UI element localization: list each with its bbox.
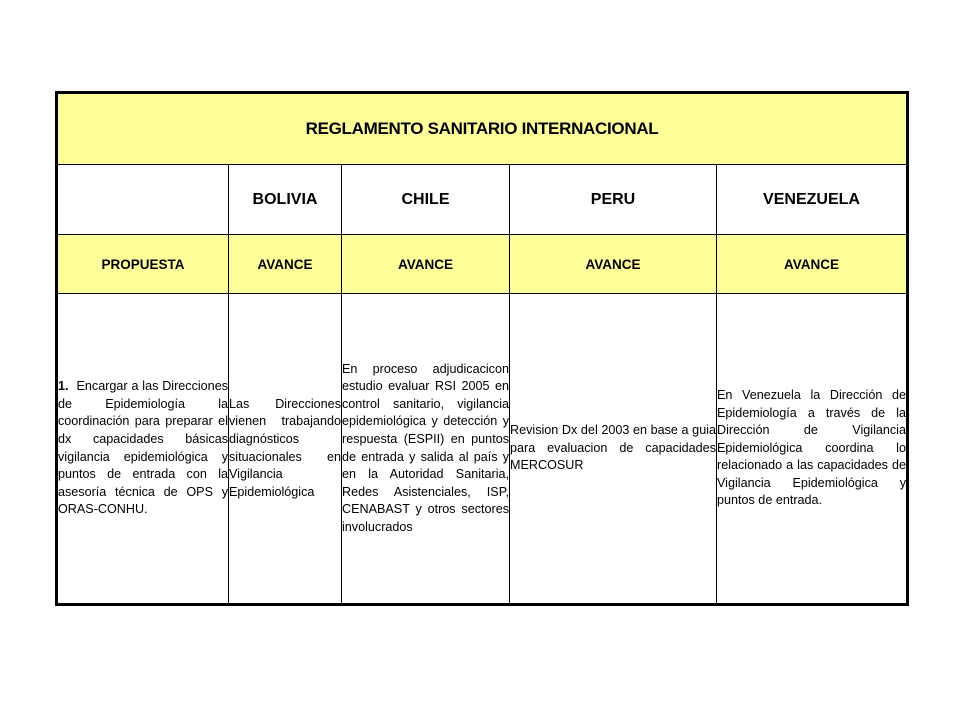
table-title: REGLAMENTO SANITARIO INTERNACIONAL — [57, 93, 908, 165]
header-peru: PERU — [510, 165, 717, 235]
proposal-number: 1. — [58, 379, 69, 394]
title-row — [57, 93, 908, 165]
proposal-cell — [57, 294, 229, 605]
proposal-text: Encargar a las Direcciones de Epidemiología la coordinación para preparar el dx capacidades básicas vigilancia epidemiológica y puntos de entrada con la asesoría técnica de OPS y ORAS-CONHU. — [58, 379, 228, 517]
progress-bolivia: Las Direcciones vienen trabajando diagnósticos situacionales en Vigilancia Epidemiológica — [229, 294, 342, 605]
progress-chile: En proceso adjudicacicon estudio evaluar RSI 2005 en control sanitario, vigilancia epidemiológica y detección y respuesta (ESPII) en puntos de entrada y salida al país y en la Autoridad Sanitaria, Redes Asistenciales, ISP, CENABAST y otros sectores involucrados — [342, 294, 510, 605]
label-row — [57, 235, 908, 294]
avance-label-chile: AVANCE — [342, 235, 510, 294]
header-venezuela: VENEZUELA — [717, 165, 908, 235]
header-chile: CHILE — [342, 165, 510, 235]
progress-venezuela: En Venezuela la Dirección de Epidemiología a través de la Dirección de Vigilancia Epidemiológica coordina lo relacionado a las capacidades de Vigilancia Epidemiológica y puntos de entrada. — [717, 294, 908, 605]
avance-label-peru: AVANCE — [510, 235, 717, 294]
progress-peru: Revision Dx del 2003 en base a guia para evaluacion de capacidades MERCOSUR — [510, 294, 717, 605]
country-header-row — [57, 165, 908, 235]
avance-label-venezuela: AVANCE — [717, 235, 908, 294]
rsi-table — [55, 91, 909, 606]
avance-label-bolivia: AVANCE — [229, 235, 342, 294]
propuesta-label: PROPUESTA — [57, 235, 229, 294]
content-row — [57, 294, 908, 605]
header-bolivia: BOLIVIA — [229, 165, 342, 235]
empty-header-cell — [57, 165, 229, 235]
